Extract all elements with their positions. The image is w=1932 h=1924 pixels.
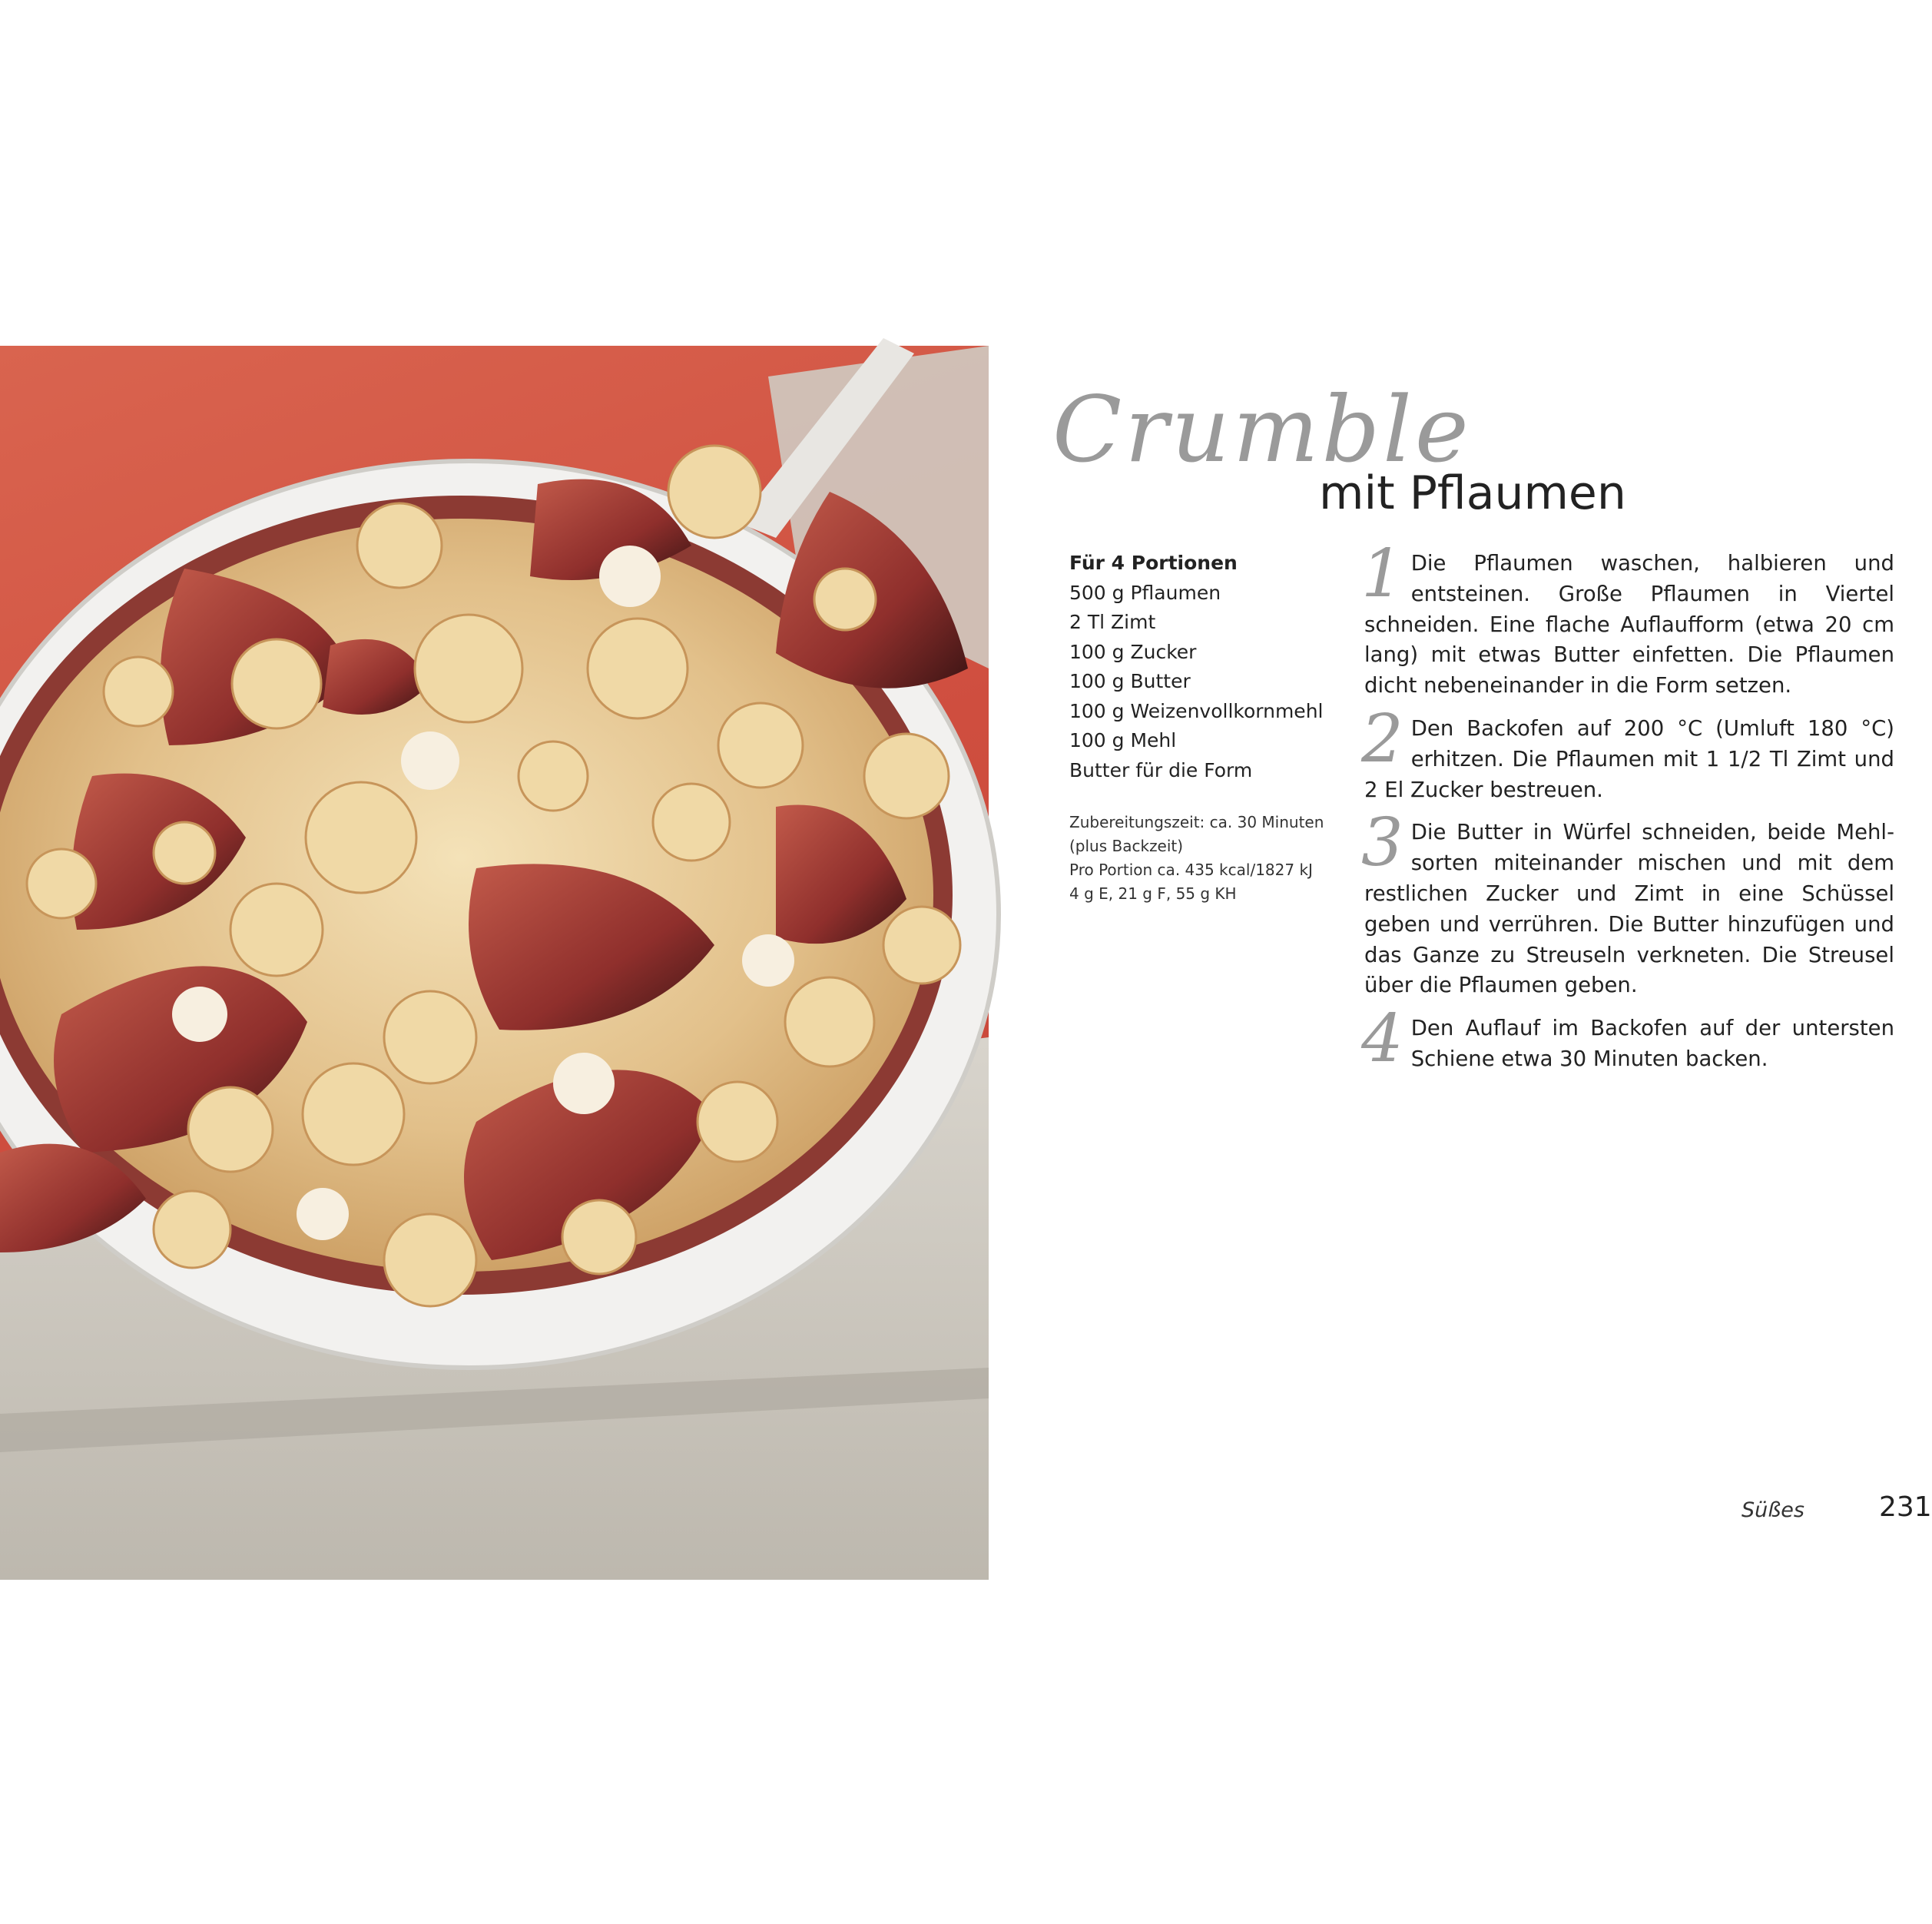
recipe-photo [0, 346, 989, 1580]
servings-label: Für 4 Portionen [1069, 552, 1238, 574]
ingredient-item: 100 g Butter [1069, 670, 1191, 692]
ingredient-item: 100 g Mehl [1069, 729, 1177, 751]
step-number: 4 [1361, 1000, 1403, 1078]
step-4 [1361, 1000, 1894, 1078]
step-2 [1361, 700, 1894, 805]
instructions [1361, 536, 1894, 1087]
ingredients-list [1069, 549, 1331, 785]
ingredient-item: 100 g Zucker [1069, 640, 1197, 663]
ingredient-item: 100 g Weizenvollkornmehl [1069, 699, 1324, 722]
nutrition: 4 g E, 21 g F, 55 g KH [1069, 884, 1237, 903]
step-text: Die Pflaumen waschen, halbieren und entsteinen. Große Pflaumen in Viertel schneiden. Eine flache Auflaufform (etwa 20 cm lang) mit etwas Butter einfetten. Die Pflaumen dicht nebeneinander in die Form setzen. [1364, 551, 1894, 698]
ingredient-item: Butter für die Form [1069, 758, 1253, 781]
recipe-title-script: Crumble [1052, 377, 1472, 483]
recipe-subtitle: mit Pflaumen [1319, 466, 1626, 520]
ingredient-item: 500 g Pflaumen [1069, 581, 1221, 604]
step-text: Den Backofen auf 200 °C (Umluft 180 °C) erhitzen. Die Pflaumen mit 1 1/2 Tl Zimt und 2 El Zucker bestreuen. [1364, 715, 1894, 802]
recipe-meta [1069, 811, 1331, 906]
step-1 [1361, 536, 1894, 702]
step-text: Den Auflauf im Backofen auf der untersten Schiene etwa 30 Minuten backen. [1410, 1016, 1894, 1071]
step-3 [1361, 804, 1894, 1001]
ingredient-item: 2 Tl Zimt [1069, 611, 1156, 633]
bake-time-note: (plus Backzeit) [1069, 837, 1184, 855]
prep-time: Zubereitungszeit: ca. 30 Minuten [1069, 813, 1324, 831]
step-number: 2 [1361, 700, 1403, 778]
step-number: 3 [1361, 804, 1403, 882]
page-number: 231 [1879, 1491, 1932, 1523]
step-number: 1 [1361, 536, 1403, 612]
calories: Pro Portion ca. 435 kcal/1827 kJ [1069, 861, 1313, 879]
step-text: Die Butter in Würfel schneiden, beide Mehlsorten miteinander mischen und mit dem restlichen Zucker und Zimt in eine Schüssel geben und verrühren. Die Butter hinzufügen und das Ganze zu Streuseln verkneten. Die Streusel über die Pflaumen geben. [1364, 820, 1894, 998]
section-name: Süßes [1741, 1498, 1804, 1522]
